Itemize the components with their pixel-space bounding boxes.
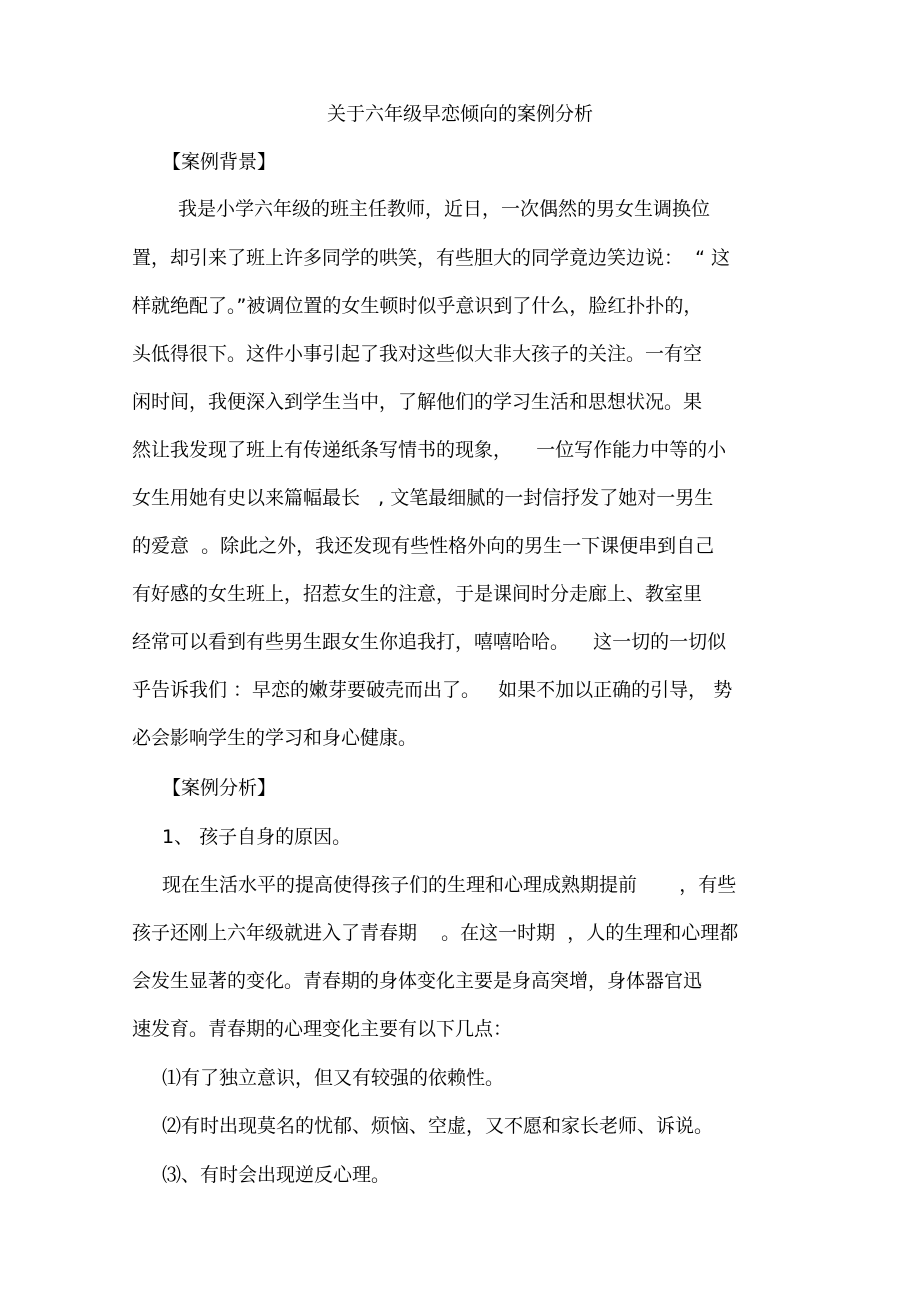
subheading: 1、 孩子自身的原因。 — [162, 826, 352, 848]
paragraph-line: 速发育。青春期的心理变化主要有以下几点： — [132, 1018, 513, 1040]
list-item: ⑵有时出现莫名的忧郁、烦恼、空虚，又不愿和家长老师、诉说。 — [162, 1115, 714, 1137]
paragraph-line: 经常可以看到有些男生跟女生你追我打，嘻嘻哈哈。 这一切的一切似 — [132, 631, 727, 653]
paragraph-line: 乎告诉我们 ：早恋的嫩芽要破壳而出了。 如果不加以正确的引导， 势 — [132, 679, 733, 701]
paragraph-line: 必会影响学生的学习和身心健康。 — [132, 727, 418, 749]
paragraph-line: 我是小学六年级的班主任教师，近日，一次偶然的男女生调换位 — [178, 198, 711, 220]
section-heading-background: 【案例背景】 — [162, 151, 277, 173]
paragraph-line: 会发生显著的变化。青春期的身体变化主要是身高突增，身体器官迅 — [132, 970, 703, 992]
section-heading-analysis: 【案例分析】 — [162, 777, 277, 799]
paragraph-line: 的爱意 。除此之外，我还发现有些性格外向的男生一下课便串到自己 — [132, 535, 715, 557]
paragraph-line: 置，却引来了班上许多同学的哄笑，有些胆大的同学竟边笑边说： “ 这 — [132, 247, 730, 269]
paragraph-line: 闲时间，我便深入到学生当中，了解他们的学习生活和思想状况。果 — [132, 391, 703, 413]
paragraph-line: 然让我发现了班上有传递纸条写情书的现象， 一位写作能力中等的小 — [132, 439, 727, 461]
paragraph-line: 现在生活水平的提高使得孩子们的生理和心理成熟期提前 ，有些 — [162, 874, 737, 896]
paragraph-line: 样就绝配了。”被调位置的女生顿时似乎意识到了什么，脸红扑扑的， — [132, 295, 703, 317]
paragraph-line: 女生用她有史以来篇幅最长 , 文笔最细腻的一封信抒发了她对一男生 — [132, 487, 714, 509]
list-item: ⑴有了独立意识，但又有较强的依赖性。 — [162, 1067, 505, 1089]
paragraph-line: 孩子还刚上六年级就进入了青春期 。在这一时期 ，人的生理和心理都 — [132, 922, 739, 944]
list-item: ⑶、有时会出现逆反心理。 — [162, 1164, 391, 1186]
document-title: 关于六年级早恋倾向的案例分析 — [326, 103, 593, 125]
paragraph-line: 有好感的女生班上，招惹女生的注意，于是课间时分走廊上、教室里 — [132, 583, 703, 605]
paragraph-line: 头低得很下。这件小事引起了我对这些似大非大孩子的关注。一有空 — [132, 343, 703, 365]
